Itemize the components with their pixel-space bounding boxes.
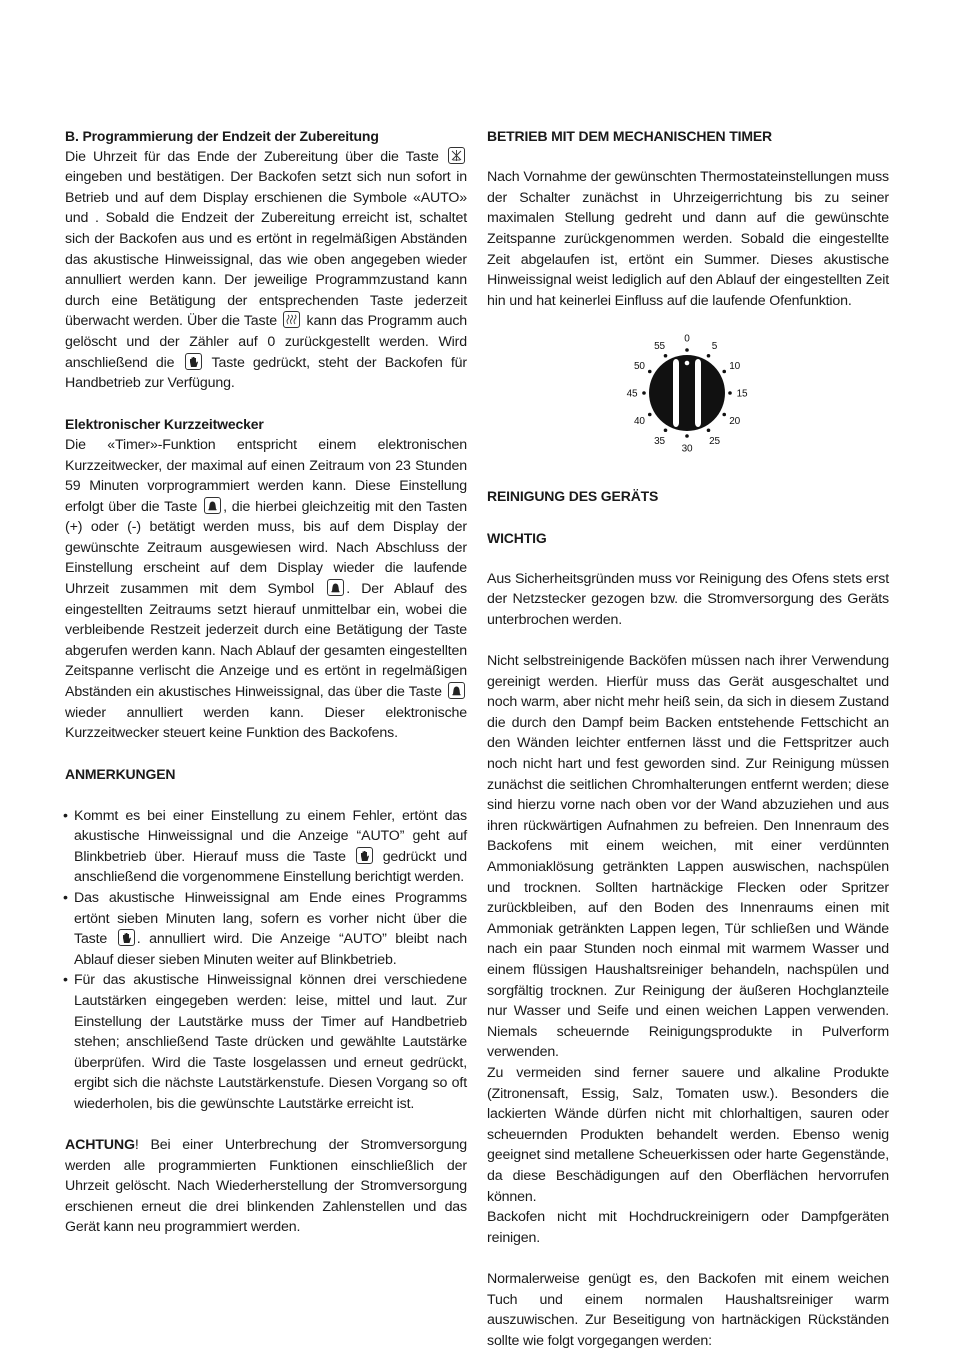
left-column — [65, 126, 467, 1238]
dial-tick — [728, 392, 732, 396]
dial-tick — [685, 349, 689, 353]
dial-tick — [685, 435, 689, 439]
section-heading-notes: ANMERKUNGEN — [65, 766, 176, 783]
section-heading-endtime: B. Programmierung der Endzeit der Zubereitung — [65, 128, 379, 144]
cleaning-paragraph-4: Normalerweise genügt es, den Backofen mit einem weichen Tuch und einem normalen Haushaltsreiniger warm auszuwischen. Zur Beseitigung von hartnäckigen Rückständen sollte wie folgt vorgegangen werden: — [487, 1270, 889, 1349]
safety-paragraph: Aus Sicherheitsgründen muss vor Reinigung des Ofens stets erst der Netzstecker gezogen bzw. die Stromversorgung des Geräts unterbrochen werden. — [487, 570, 889, 628]
endtime-paragraph: Die Uhrzeit für das Ende der Zubereitung über die Taste eingeben und bestätigen. Der Backofen setzt sich nun sofort in Betrieb und auf dem Display erschienen die Symbole «AUTO» und . Sobald die Endzeit der Zubereitung erreicht ist, schaltet sich der Backofen aus und es ertönt in regelmäßigen Abständen das akustische Hinweissignal, das wie oben angegeben wieder annulliert werden kann. Der jeweilige Programmzustand kann durch eine Betätigung der entsprechenden Taste jederzeit überwacht werden. Über die Taste kann das Programm auch gelöscht und der Zähler auf 0 zurückgestellt werden. Wird anschließend die Taste gedrückt, steht der Backofen für Handbetrieb zur Verfügung. — [65, 148, 467, 392]
bell-key-icon — [448, 682, 465, 699]
dial-tick — [722, 413, 726, 417]
dial-tick-label: 20 — [729, 416, 741, 428]
dial-tick-label: 30 — [681, 443, 693, 455]
hand-key-icon — [118, 929, 135, 946]
cook-time-key-icon — [283, 311, 300, 328]
dial-grip — [673, 359, 679, 427]
dial-tick-label: 55 — [654, 341, 665, 353]
list-item: • Das akustische Hinweissignal am Ende eines Programms ertönt sieben Minuten lang, sofern es vorher nicht über die Taste . annulliert wird. Die Anzeige “AUTO” bleibt nach Ablauf dieser sieben Minuten weiter auf Blinkbetrieb. — [65, 888, 467, 970]
cleaning-paragraph-3: Backofen nicht mit Hochdruckreinigern oder Dampfgeräten reinigen. — [487, 1209, 889, 1246]
dial-grip — [695, 359, 701, 427]
section-heading-important: WICHTIG — [487, 529, 547, 546]
timer-dial-figure — [487, 331, 889, 471]
mechanical-timer-paragraph: Nach Vornahme der gewünschten Thermostateinstellungen muss der Schalter zunächst in Uhrzeigerrichtung bis zu seiner maximalen Stellung gedreht und dann auf die gewünschte Zeitspanne zurückgenommen werden. Sobald die eingestellte Zeit abgelaufen ist, ertönt ein Summer. Dieses akustische Hinweissignal weist lediglich auf den Ablauf der eingestellten Zeit hin und hat keinerlei Einfluss auf die laufende Ofenfunktion. — [487, 169, 889, 309]
cleaning-paragraph-1: Nicht selbstreinigende Backöfen müssen nach ihrer Verwendung gereinigt werden. Hierfür muss das Gerät ausgeschaltet und noch warm, aber nicht mehr heiß sein, da sich in diesem Zustand die durch den Dampf beim Backen entstehende Fettschicht an den Wänden leichter entfernen lässt und die Fettspritzer auch noch nicht hart und fest geworden sind. Zur Reinigung müssen zunächst die seitlichen Chromhalterungen entfernt werden; diese sind hierzu vorne nach oben vor der Wand abzuziehen und aus ihren rückwärtigen Aufnahmen zu befreien. Den Innenraum des Backofens mit einem weichen, mit einer verdünnten Ammoniaklösung getränkten Lappen auswischen, nachspülen und trocknen. Sollten hartnäckige Flecken oder Spritzer zurückbleiben, auf den Boden des Innenraums einen mit Ammoniak getränkten Lappen legen, Tür schließen und Wände nach ein paar Stunden noch einmal mit warmem Wasser und einem flüssigen Haushaltsreiniger behandeln, nachspülen und sorgfältig trocknen. Zur Reinigung der äußeren Hochglanzteile nur Wasser und Seife und einen weichen Lappen verwenden. Niemals scheuernde Reinigungsprodukte in Pulverform verwenden. — [487, 653, 889, 1061]
dial-tick-label: 25 — [709, 436, 720, 448]
dial-tick-label: 15 — [736, 388, 748, 400]
end-time-key-icon — [448, 147, 465, 164]
dial-tick-label: 40 — [633, 416, 645, 428]
dial-tick-label: 35 — [654, 436, 665, 448]
cleaning-paragraph-2: Zu vermeiden sind ferner sauere und alkaline Produkte (Zitronensaft, Essig, Salz, Tomaten usw.). Besonders die lackierten Wände dürfen nicht mit chlorhaltigen, sauren oder scheuernden Produkten behandelt werden. Ebenso wenig geeignet sind metallene Scheuerkissen oder harte Gegenstände, da diese Beschädigungen auf den Oberflächen hervorrufen können. — [487, 1064, 889, 1205]
section-heading-electronic-timer: Elektronischer Kurzzeitwecker — [65, 416, 264, 433]
dial-tick — [642, 392, 646, 396]
dial-tick — [664, 354, 668, 358]
dial-indicator — [685, 361, 690, 366]
section-heading-cleaning: REINIGUNG DES GERÄTS — [487, 488, 659, 505]
right-column — [487, 126, 889, 1351]
dial-tick — [707, 354, 711, 358]
list-item: • Für das akustische Hinweissignal können drei verschiedene Lautstärken eingegeben werden: leise, mittel und laut. Zur Einstellung der Lautstärke muss der Timer auf Handbetrieb stehen; anschließend Taste drücken und gewählte Lautstärke überprüfen. Wird die Taste losgelassen und erneut gedrückt, ergibt sich die nächste Lautstärkenstufe. Diesen Vorgang so oft wiederholen, bis die gewünschte Lautstärke erreicht ist. — [65, 970, 467, 1114]
timer-dial-icon — [612, 331, 762, 461]
bell-key-icon — [204, 497, 221, 514]
dial-knob — [649, 355, 725, 431]
dial-tick — [707, 429, 711, 433]
bell-key-icon — [327, 579, 344, 596]
section-heading-mechanical-timer: BETRIEB MIT DEM MECHANISCHEN TIMER — [487, 128, 773, 144]
hand-key-icon — [356, 847, 373, 864]
electronic-timer-paragraph: Die «Timer»-Funktion entspricht einem elektronischen Kurzzeitwecker, der maximal auf einen Zeitraum von 23 Stunden 59 Minuten vorprogrammiert werden kann. Diese Einstellung erfolgt über die Taste , die hierbei gleichzeitig mit den Tasten (+) oder (-) betätigt werden muss, bis auf dem Display der gewünschte Zeitraum ausgewiesen wird. Nach Abschluss der Einstellung erscheint auf dem Display wieder die laufende Uhrzeit zusammen mit dem Symbol . Der Ablauf des eingestellten Zeitraums setzt hierauf unmittelbar ein, wobei die verbleibende Restzeit jederzeit durch eine Betätigung der Taste abgerufen werden kann. Nach Ablauf der gesamten eingestellten Zeitspanne verlischt die Anzeige und es ertönt in regelmäßigen Abständen ein akustisches Hinweissignal, das über die Taste wieder annulliert werden kann. Dieser elektronische Kurzzeitwecker steuert keine Funktion des Backofens. — [65, 436, 468, 742]
warning-paragraph: ACHTUNG! Bei einer Unterbrechung der Stromversorgung werden alle programmierten Funktionen einschließlich der Uhrzeit gelöscht. Nach Wiederherstellung der Stromversorgung erschienen erneut die drei blinkenden Zahlenstellen und das Gerät kann neu programmiert werden. — [65, 1137, 467, 1236]
dial-tick — [648, 370, 652, 374]
dial-tick-label: 50 — [633, 361, 645, 373]
dial-tick-label: 10 — [729, 361, 741, 373]
dial-tick-label: 45 — [626, 388, 638, 400]
dial-tick — [722, 370, 726, 374]
list-item: • Kommt es bei einer Einstellung zu einem Fehler, ertönt das akustische Hinweissignal und die Anzeige “AUTO” geht auf Blinkbetrieb über. Hierauf muss die Taste gedrückt und anschließend die vorgenommene Einstellung berichtigt werden. — [65, 806, 467, 888]
hand-key-icon — [185, 353, 202, 370]
dial-tick — [648, 413, 652, 417]
dial-tick — [664, 429, 668, 433]
dial-tick-label: 0 — [684, 333, 690, 345]
notes-list — [65, 806, 467, 1115]
dial-tick-label: 5 — [711, 341, 718, 353]
